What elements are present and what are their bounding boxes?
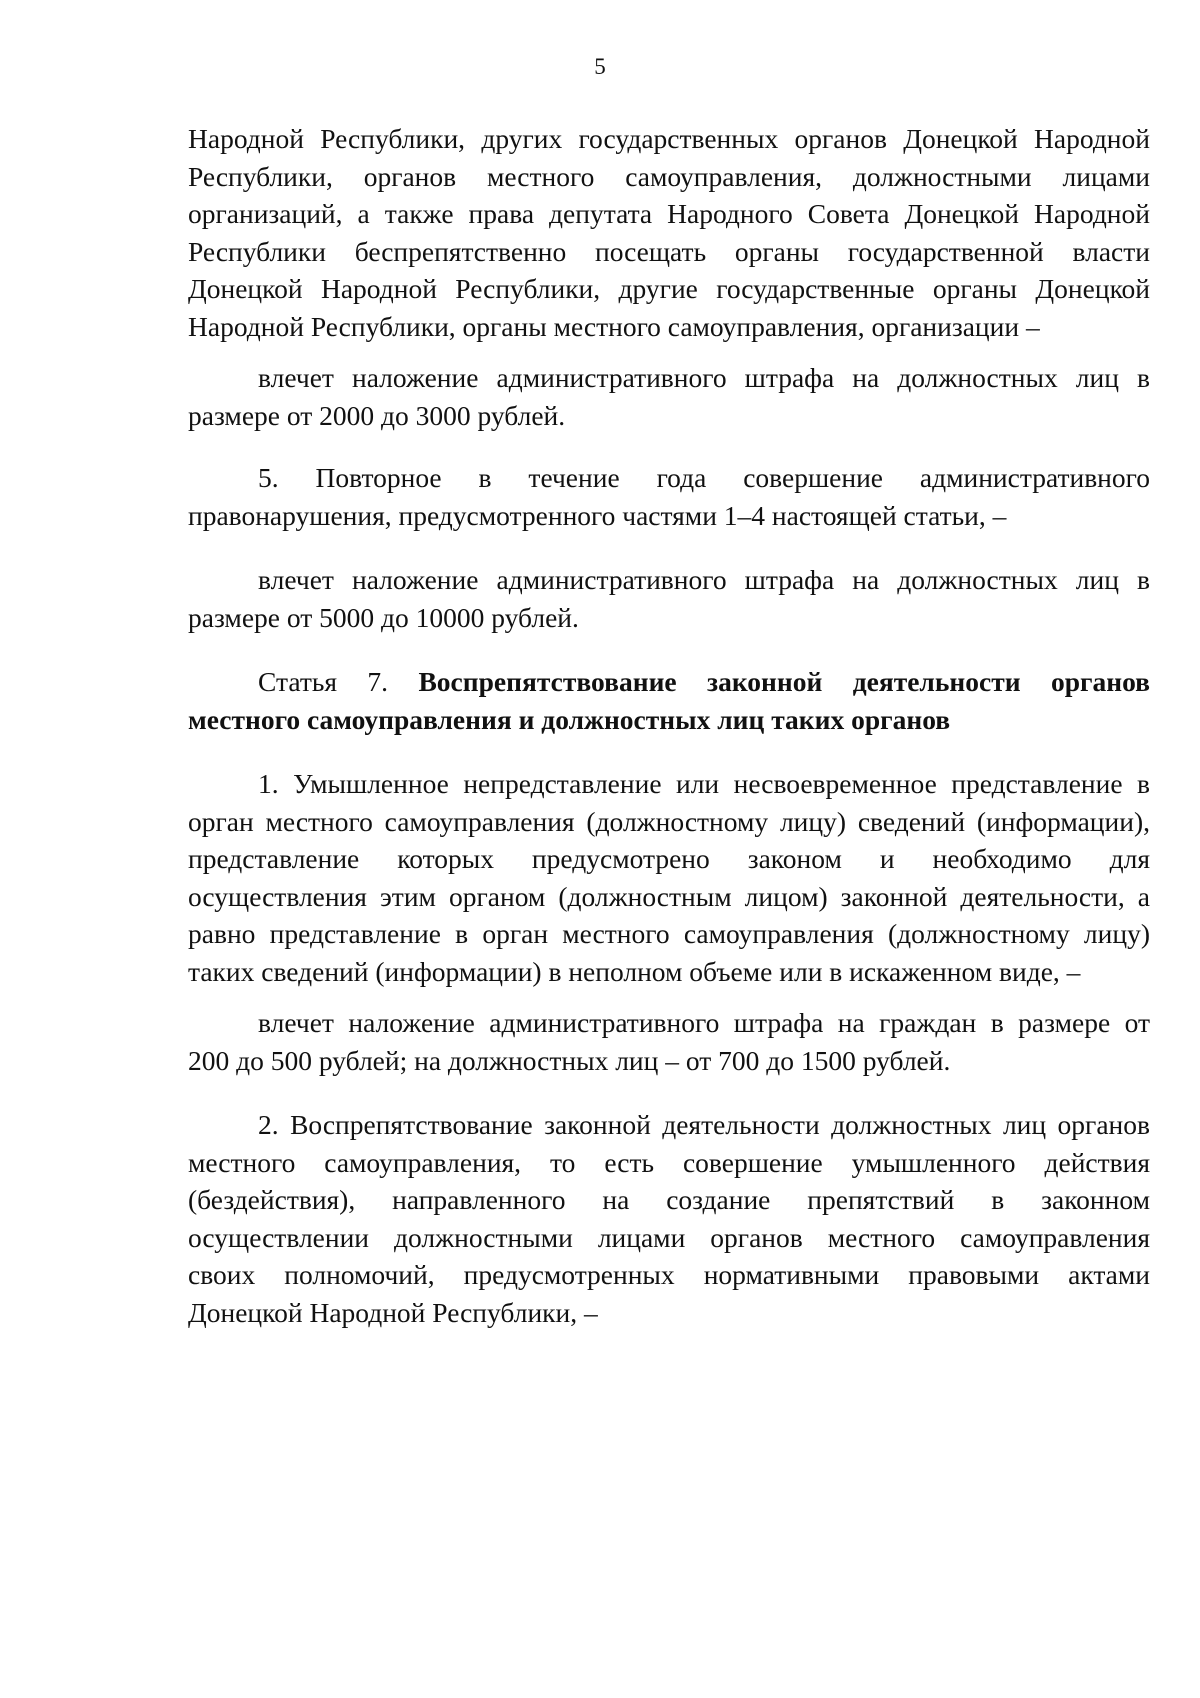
text-line: Народной Республики, других государственных органов Донецкой Народной: [188, 123, 1150, 154]
text-line: правонарушения, предусмотренного частями 1–4 настоящей статьи, –: [188, 499, 1007, 531]
text-line: организаций, а также права депутата Народного Совета Донецкой Народной: [188, 198, 1150, 229]
text-line: 1. Умышленное непредставление или несвоевременное представление в: [258, 768, 1150, 799]
clause-2-paragraph: [188, 1106, 1150, 1331]
text-line: Народной Республики, органы местного самоуправления, организации –: [188, 310, 1040, 342]
text-line: размере от 2000 до 3000 рублей.: [188, 399, 566, 431]
text-line: своих полномочий, предусмотренных нормативными правовыми актами: [188, 1259, 1150, 1290]
text-line: орган местного самоуправления (должностному лицу) сведений (информации),: [188, 805, 1150, 837]
text-line: местного самоуправления, то есть совершение умышленного действия: [188, 1146, 1150, 1178]
text-line: Республики беспрепятственно посещать органы государственной власти: [188, 235, 1150, 267]
page-number: 5: [594, 54, 606, 79]
text-line: таких сведений (информации) в неполном объеме или в искаженном виде, –: [188, 955, 1081, 987]
article-title: Воспрепятствование законной деятельности органов: [418, 666, 1151, 697]
text-line: влечет наложение административного штрафа на граждан в размере от: [258, 1007, 1150, 1038]
penalty-paragraph-1: [188, 359, 1150, 434]
text-line: осуществлении должностными лицами органов местного самоуправления: [188, 1221, 1150, 1253]
article-title-continuation: местного самоуправления и должностных лиц таких органов: [188, 703, 951, 735]
text-line: Донецкой Народной Республики, другие государственные органы Донецкой: [188, 273, 1150, 304]
text-line: Донецкой Народной Республики, –: [188, 1296, 598, 1328]
text-line: (бездействия), направленного на создание препятствий в законном: [188, 1184, 1150, 1215]
text-line: влечет наложение административного штрафа на должностных лиц в: [258, 362, 1150, 393]
paragraph-continuation: [188, 120, 1150, 345]
text-line: 2. Воспрепятствование законной деятельности должностных лиц органов: [258, 1109, 1150, 1140]
text-line: Республики, органов местного самоуправления, должностными лицами: [188, 160, 1150, 192]
text-line: размере от 5000 до 10000 рублей.: [188, 601, 579, 633]
text-line: 5. Повторное в течение года совершение административного: [258, 462, 1150, 493]
article-heading-line: [188, 663, 1150, 701]
text-line: влечет наложение административного штрафа на должностных лиц в: [258, 564, 1150, 595]
text-line: 200 до 500 рублей; на должностных лиц – от 700 до 1500 рублей.: [188, 1044, 951, 1076]
penalty-paragraph-3: [188, 1004, 1150, 1079]
clause-1-paragraph: [188, 765, 1150, 990]
article-heading: [188, 663, 1150, 738]
penalty-paragraph-2: [188, 561, 1150, 636]
text-line: равно представление в орган местного самоуправления (должностному лицу): [188, 918, 1150, 949]
article-prefix: Статья 7.: [258, 666, 389, 697]
clause-5-paragraph: [188, 459, 1150, 534]
text-line: осуществления этим органом (должностным лицом) законной деятельности, а: [188, 880, 1150, 912]
text-line: представление которых предусмотрено законом и необходимо для: [188, 843, 1150, 874]
